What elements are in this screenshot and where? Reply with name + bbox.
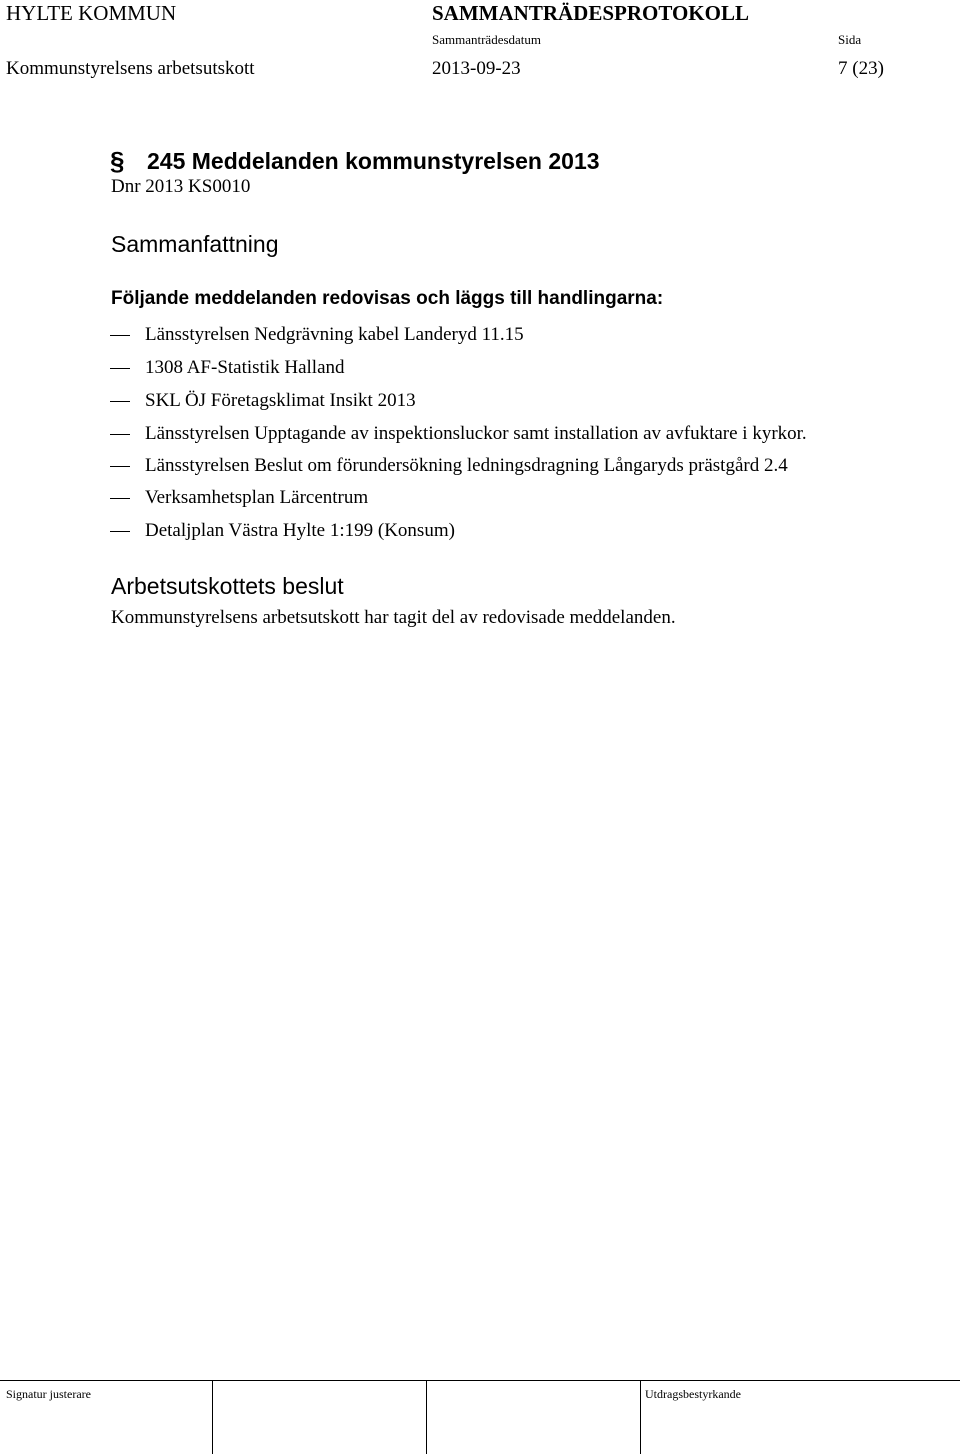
page-number: 7 (23) [838,58,884,79]
decision-heading: Arbetsutskottets beslut [111,573,344,599]
document-title: SAMMANTRÄDESPROTOKOLL [432,1,749,25]
paragraph-heading: 245 Meddelanden kommunstyrelsen 2013 [147,148,600,174]
footer-divider [0,1380,960,1381]
meeting-date: 2013-09-23 [432,58,521,79]
list-item-text: Länsstyrelsen Upptagande av inspektionsluckor samt installation av avfuktare i kyrkor. [145,423,807,444]
decision-text: Kommunstyrelsens arbetsutskott har tagit del av redovisade meddelanden. [111,607,676,628]
diary-number: Dnr 2013 KS0010 [111,176,251,197]
dash-bullet [110,434,130,435]
list-item-text: Detaljplan Västra Hylte 1:199 (Konsum) [145,520,455,541]
list-item-text: Länsstyrelsen Beslut om förundersökning ledningsdragning Långaryds prästgård 2.4 [145,455,788,476]
signature-footer [0,1380,960,1454]
list-item-text: Länsstyrelsen Nedgrävning kabel Landeryd 11.15 [145,324,524,345]
dash-bullet [110,498,130,499]
footer-cell-divider [426,1380,427,1454]
dash-bullet [110,531,130,532]
municipality-name: HYLTE KOMMUN [6,1,177,25]
committee-name: Kommunstyrelsens arbetsutskott [6,58,255,79]
summary-heading: Sammanfattning [111,231,279,257]
page-label: Sida [838,32,862,47]
dash-bullet [110,335,130,336]
footer-cell-divider [640,1380,641,1454]
section-sign: § [110,146,125,176]
list-item-text: Verksamhetsplan Lärcentrum [145,487,369,508]
footer-cell-divider [212,1380,213,1454]
dash-bullet [110,368,130,369]
meeting-date-label: Sammanträdesdatum [432,32,542,47]
list-item-text: 1308 AF-Statistik Halland [145,357,345,378]
extract-label: Utdragsbestyrkande [645,1387,741,1401]
dash-bullet [110,466,130,467]
dash-bullet [110,401,130,402]
signature-label: Signatur justerare [6,1387,91,1401]
list-item-text: SKL ÖJ Företagsklimat Insikt 2013 [145,390,416,411]
summary-intro: Följande meddelanden redovisas och läggs till handlingarna: [111,288,664,309]
